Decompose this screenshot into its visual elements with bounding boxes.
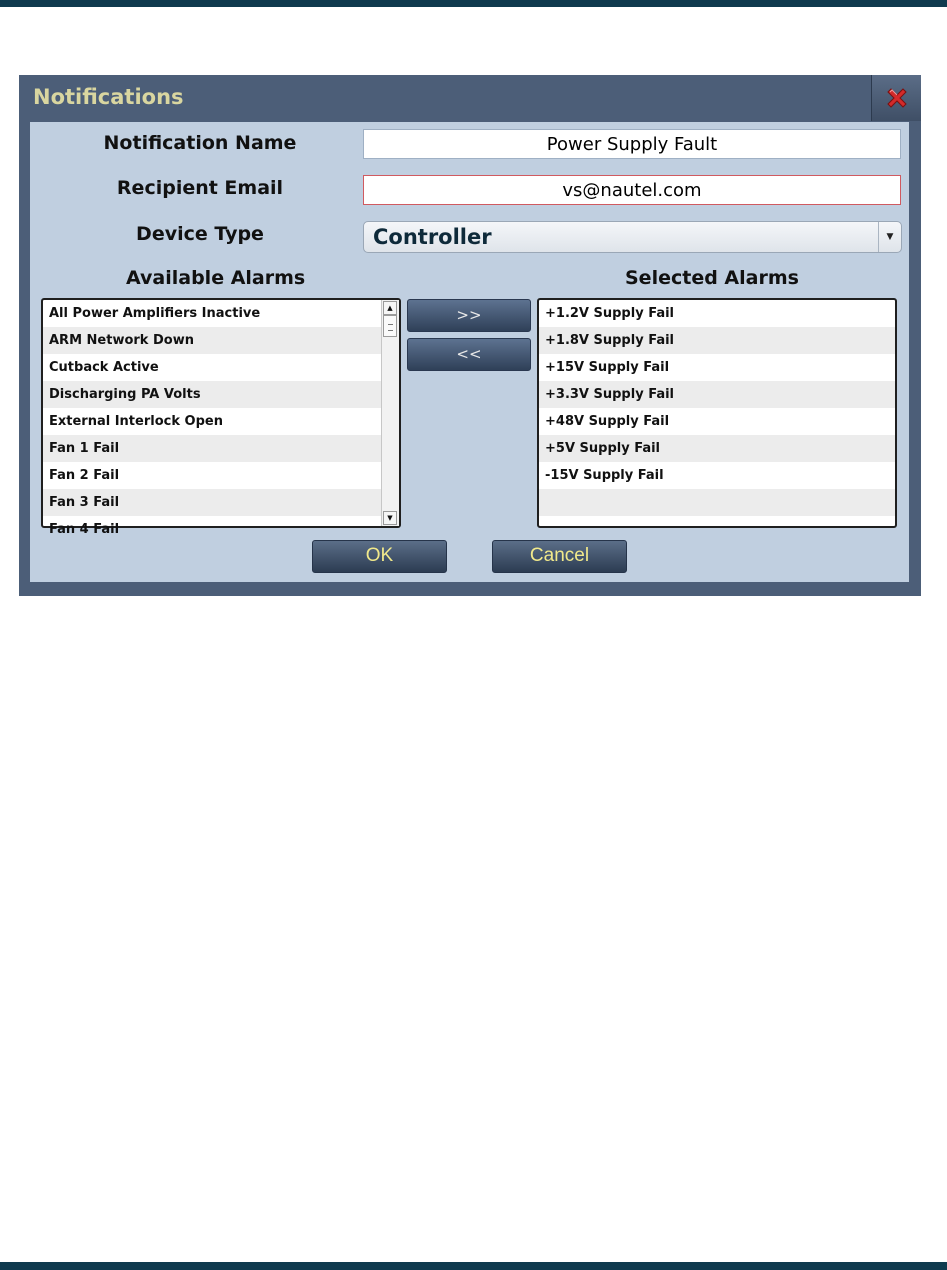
recipient-email-field[interactable] (363, 175, 901, 205)
available-alarms-heading: Available Alarms (126, 267, 306, 289)
device-type-label: Device Type (136, 223, 264, 245)
notification-name-field[interactable] (363, 129, 901, 159)
remove-alarm-button[interactable]: << (407, 338, 531, 371)
scroll-up-arrow-icon[interactable]: ▲ (383, 301, 397, 315)
dialog-content (30, 122, 909, 582)
close-x-icon (884, 85, 910, 111)
list-item[interactable]: Fan 2 Fail (49, 468, 120, 483)
notification-name-label: Notification Name (103, 132, 297, 154)
list-item[interactable]: Discharging PA Volts (43, 381, 399, 408)
page-top-bar (0, 0, 947, 7)
list-item[interactable] (539, 489, 895, 516)
list-item[interactable]: All Power Amplifiers Inactive (49, 306, 261, 321)
dialog-title: Notifications (33, 85, 184, 109)
add-alarm-button[interactable]: >> (407, 299, 531, 332)
device-type-select[interactable] (363, 221, 902, 253)
chevron-down-icon[interactable]: ▼ (878, 222, 901, 252)
list-item[interactable]: Fan 4 Fail (49, 522, 120, 537)
available-alarms-list[interactable] (41, 298, 401, 537)
selected-alarms-heading: Selected Alarms (625, 267, 799, 289)
list-item[interactable]: -15V Supply Fail (545, 468, 664, 483)
list-item[interactable]: Fan 1 Fail (43, 435, 399, 462)
scroll-thumb[interactable] (383, 315, 397, 337)
list-item[interactable]: +3.3V Supply Fail (539, 381, 895, 408)
selected-alarms-list[interactable] (537, 298, 897, 528)
page-bottom-bar (0, 1262, 947, 1270)
list-item[interactable]: +15V Supply Fail (545, 360, 670, 375)
list-item[interactable]: External Interlock Open (49, 414, 223, 429)
cancel-button[interactable]: Cancel (492, 540, 627, 573)
close-button[interactable] (871, 75, 921, 121)
list-item[interactable]: ARM Network Down (43, 327, 399, 354)
device-type-value: Controller (373, 225, 492, 249)
scroll-down-arrow-icon[interactable]: ▼ (383, 511, 397, 525)
list-item[interactable]: +1.8V Supply Fail (539, 327, 895, 354)
ok-button[interactable]: OK (312, 540, 447, 573)
list-item[interactable]: +48V Supply Fail (545, 414, 670, 429)
available-list-scrollbar[interactable] (381, 300, 399, 526)
list-item[interactable]: +1.2V Supply Fail (545, 306, 674, 321)
list-item[interactable]: +5V Supply Fail (539, 435, 895, 462)
notifications-dialog (19, 75, 921, 596)
recipient-email-label: Recipient Email (116, 177, 284, 199)
list-item[interactable]: Fan 3 Fail (43, 489, 399, 516)
list-item[interactable]: Cutback Active (49, 360, 159, 375)
